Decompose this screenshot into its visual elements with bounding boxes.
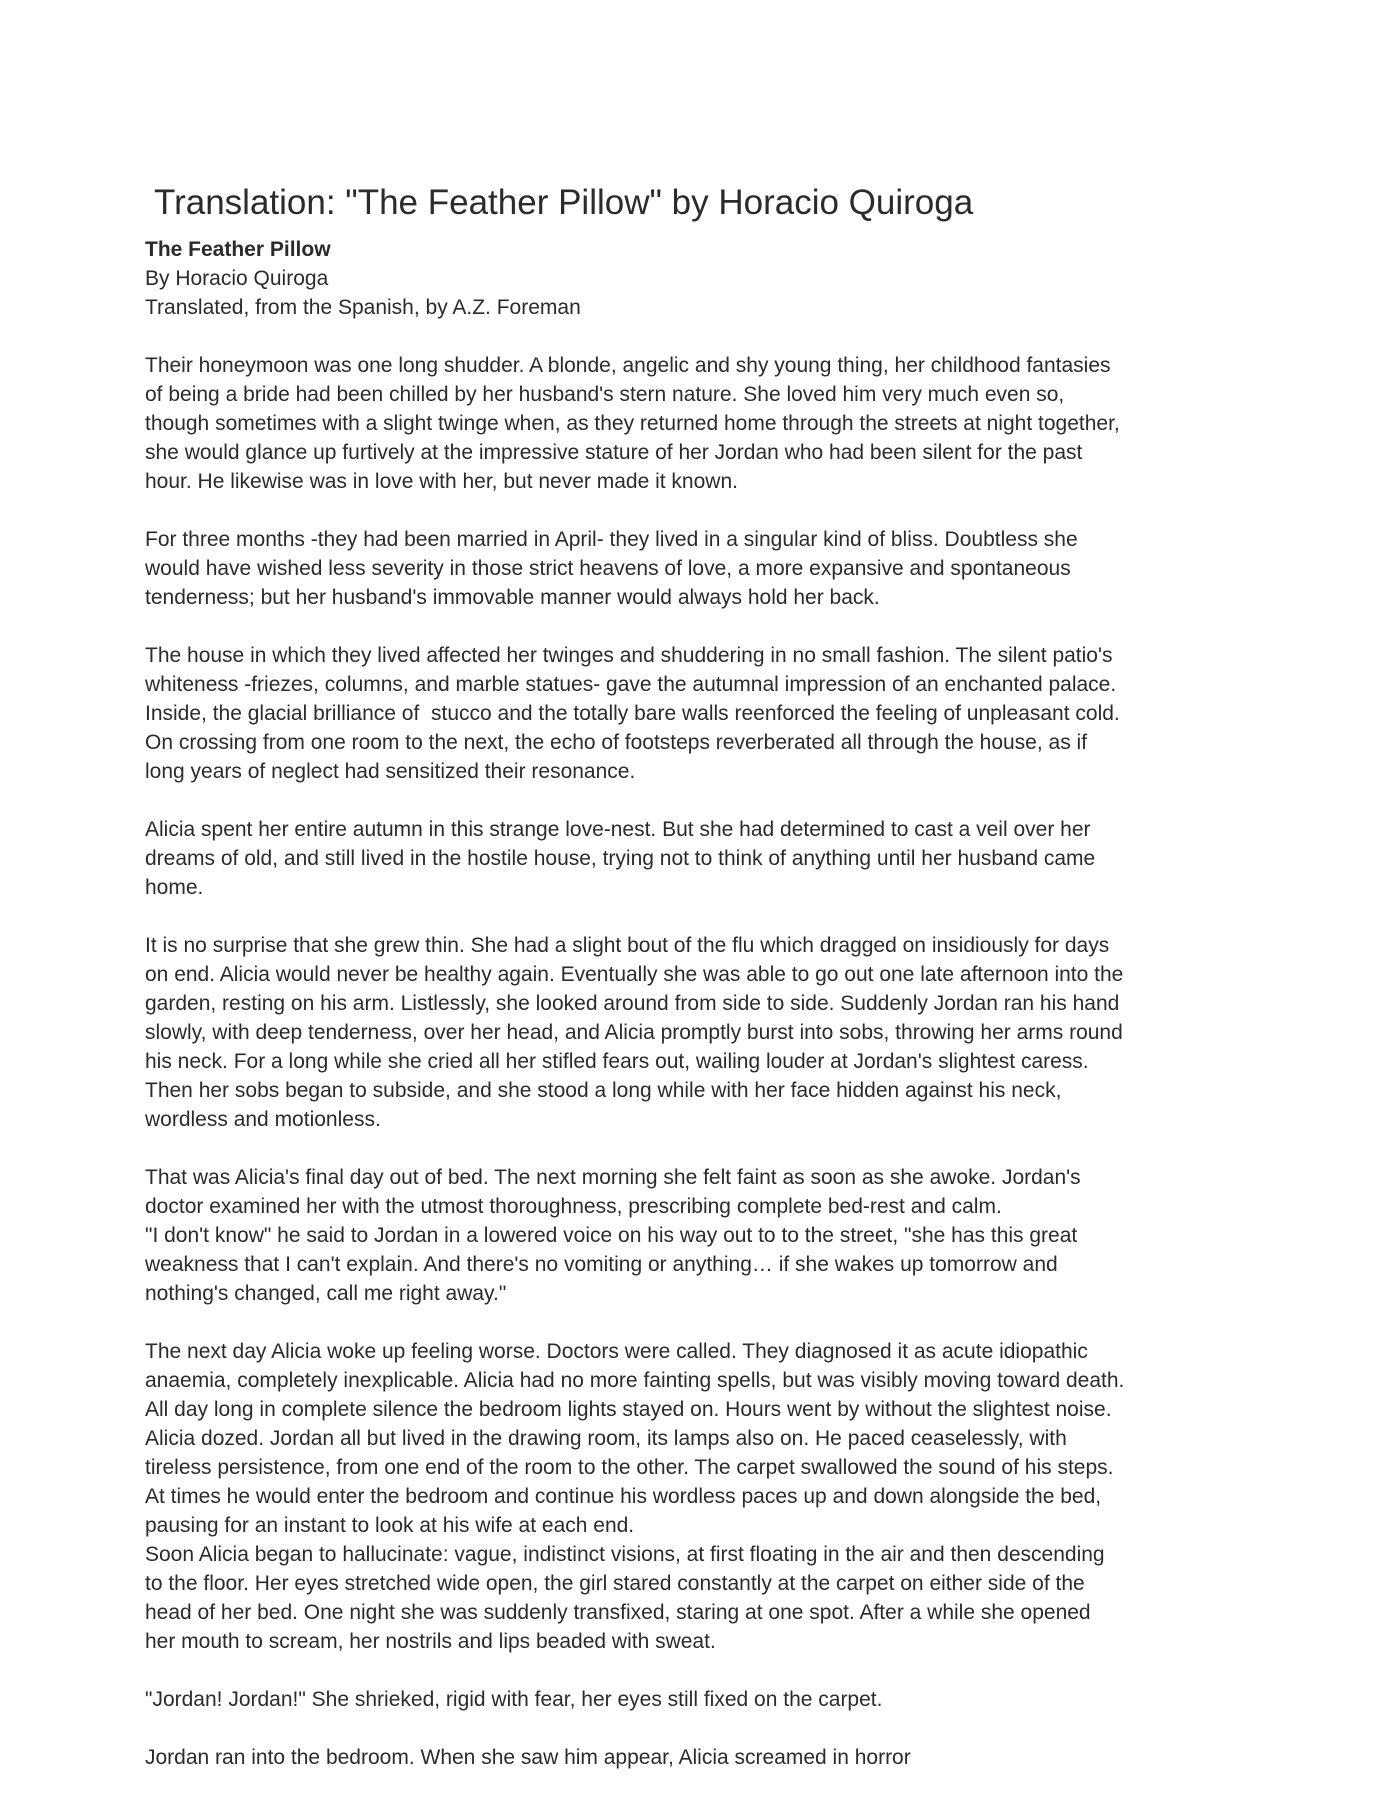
paragraph: The house in which they lived affected her twinges and shuddering in no small fashion. The silent patio's whiteness -friezes, columns, and marble statues- gave the autumnal impression of an enchanted palace. Inside, the glacial brilliance of stucco and the totally bare walls reenforced the feeling of unpleasant cold. On crossing from one room to the next, the echo of footsteps reverberated all through the house, as if long years of neglect had sensitized their resonance. bbox=[145, 644, 1120, 783]
page-title: Translation: "The Feather Pillow" by Horacio Quiroga bbox=[154, 183, 974, 222]
document-body bbox=[145, 351, 1280, 1772]
translation-credit: Translated, from the Spanish, by A.Z. Foreman bbox=[145, 296, 581, 319]
paragraph: The next day Alicia woke up feeling worse. Doctors were called. They diagnosed it as acute idiopathic anaemia, completely inexplicable. Alicia had no more fainting spells, but was visibly moving toward death. All day long in complete silence the bedroom lights stayed on. Hours went by without the slightest noise. Alicia dozed. Jordan all but lived in the drawing room, its lamps also on. He paced ceaselessly, with tireless persistence, from one end of the room to the other. The carpet swallowed the sound of his steps. At times he would enter the bedroom and continue his wordless paces up and down alongside the bed, pausing for an instant to look at his wife at each end. Soon Alicia began to hallucinate: vague, indistinct visions, at first floating in the air and then descending to the floor. Her eyes stretched wide open, the girl stared constantly at the carpet on either side of the head of her bed. One night she was suddenly transfixed, staring at one spot. After a while she opened her mouth to scream, her nostrils and lips beaded with sweat. bbox=[145, 1340, 1125, 1653]
work-title: The Feather Pillow bbox=[145, 238, 331, 261]
author-byline: By Horacio Quiroga bbox=[145, 267, 329, 290]
paragraph: Alicia spent her entire autumn in this strange love-nest. But she had determined to cast a veil over her dreams of old, and still lived in the hostile house, trying not to think of anything until her husband came home. bbox=[145, 818, 1096, 899]
document-header bbox=[145, 235, 1281, 322]
paragraph: It is no surprise that she grew thin. She had a slight bout of the flu which dragged on insidiously for days on end. Alicia would never be healthy again. Eventually she was able to go out one late afternoon into the garden, resting on his arm. Listlessly, she looked around from side to side. Suddenly Jordan ran his hand slowly, with deep tenderness, over her head, and Alicia promptly burst into sobs, throwing her arms round his neck. For a long while she cried all her stifled fears out, wailing louder at Jordan's slightest caress. Then her sobs began to subside, and she stood a long while with her face hidden against his neck, wordless and motionless. bbox=[145, 934, 1124, 1131]
paragraph: For three months -they had been married in April- they lived in a singular kind of bliss. Doubtless she would have wished less severity in those strict heavens of love, a more expansive and spontaneous tenderness; but her husband's immovable manner would always hold her back. bbox=[145, 528, 1078, 609]
paragraph: Their honeymoon was one long shudder. A blonde, angelic and shy young thing, her childhood fantasies of being a bride had been chilled by her husband's stern nature. She loved him very much even so, though sometimes with a slight twinge when, as they returned home through the streets at night together, she would glance up furtively at the impressive stature of her Jordan who had been silent for the past hour. He likewise was in love with her, but never made it known. bbox=[145, 354, 1120, 493]
paragraph: Jordan ran into the bedroom. When she saw him appear, Alicia screamed in horror bbox=[145, 1746, 911, 1769]
paragraph: That was Alicia's final day out of bed. The next morning she felt faint as soon as she awoke. Jordan's doctor examined her with the utmost thoroughness, prescribing complete bed-rest and calm. "I don't know" he said to Jordan in a lowered voice on his way out to to the street, "she has this great weakness that I can't explain. And there's no vomiting or anything… if she wakes up tomorrow and nothing's changed, call me right away." bbox=[145, 1166, 1081, 1305]
paragraph: "Jordan! Jordan!" She shrieked, rigid with fear, her eyes still fixed on the carpet. bbox=[145, 1688, 883, 1711]
